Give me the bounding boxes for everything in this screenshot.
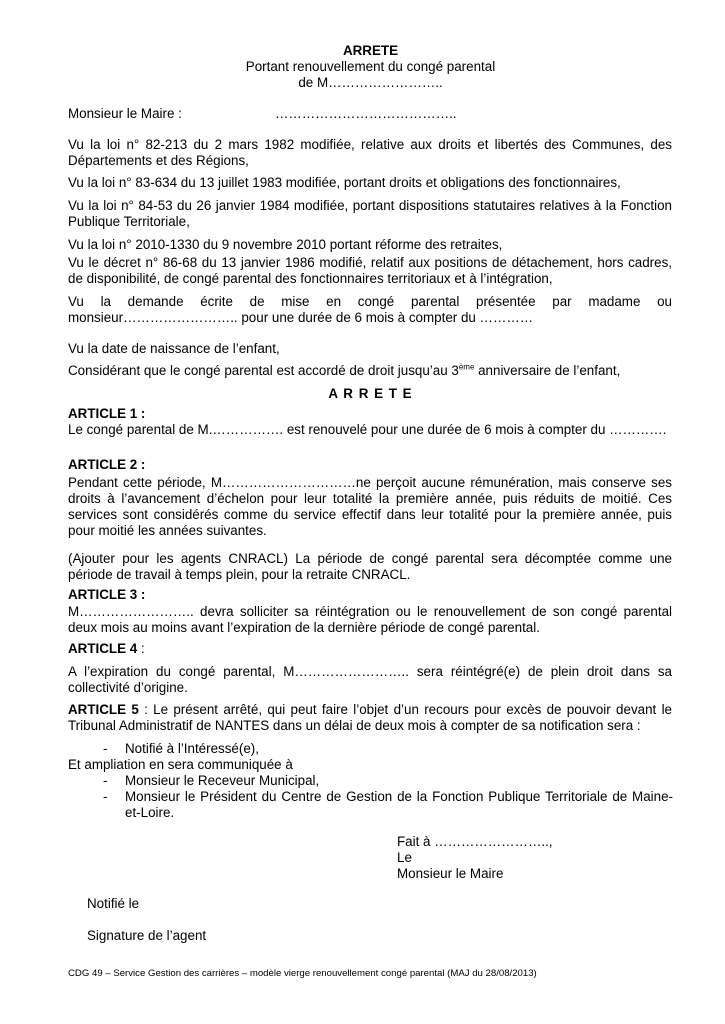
article-4-heading (68, 641, 145, 657)
document-title: ARRETE (342, 43, 399, 58)
article-5-paragraph (68, 702, 672, 734)
ampliation-line: Et ampliation en sera communiquée à (68, 757, 293, 772)
recipient-receveur: Monsieur le Receveur Municipal, (125, 773, 320, 788)
considerant-text-end: anniversaire de l’enfant, (474, 363, 621, 378)
signataire-maire: Monsieur le Maire (397, 866, 504, 881)
date-le: Le (397, 850, 412, 865)
visa-loi-1982: Vu la loi n° 82-213 du 2 mars 1982 modifiée, relative aux droits et libertés des Communes, des Départements et des Régions, (68, 137, 672, 168)
article-5-title: ARTICLE 5 (68, 702, 139, 717)
notifie-le: Notifié le (87, 896, 140, 911)
maire-label: Monsieur le Maire : (68, 106, 182, 121)
considerant-superscript: ème (458, 362, 475, 372)
article-3-text: M…………………….. devra solliciter sa réintégration ou le renouvellement de son congé parental deux mois au moins avant l’expiration de la dernière période de congé parental. (68, 604, 672, 635)
recipient-centre-gestion: Monsieur le Président du Centre de Gestion de la Fonction Publique Territoriale de Maine-et-Loire. (125, 789, 673, 820)
article-2-text: Pendant cette période, M…………………………ne perçoit aucune rémunération, mais conserve ses droits à l’avancement d’échelon pour leur totalité la première année, puis réduits de moitié. Ces services sont considérés comme du service effectif dans leur totalité pour la première année, puis pour moitié les années suivantes. (68, 475, 672, 538)
article-4-title: ARTICLE 4 (68, 641, 138, 656)
visa-loi-1984: Vu la loi n° 84-53 du 26 janvier 1984 modifiée, portant dispositions statutaires relatives à la Fonction Publique Territoriale, (68, 198, 672, 229)
visa-loi-1983: Vu la loi n° 83-634 du 13 juillet 1983 modifiée, portant droits et obligations des fonctionnaires, (68, 175, 621, 190)
article-1-title: ARTICLE 1 : (68, 406, 146, 421)
maire-value: ………………………………….. (275, 106, 457, 121)
arrete-heading: A R R E T E (328, 386, 413, 401)
list-dash: - (103, 789, 108, 804)
article-2-cnracl-note: (Ajouter pour les agents CNRACL) La période de congé parental sera décomptée comme une période de travail à temps plein, pour la retraite CNRACL. (68, 551, 672, 582)
considerant (68, 363, 620, 379)
notifie-interesse: Notifié à l’Intéressé(e), (125, 741, 259, 756)
considerant-text-start: Considérant que le congé parental est accordé de droit jusqu’au 3 (68, 363, 459, 378)
list-dash: - (103, 741, 108, 756)
article-4-colon: : (137, 641, 145, 656)
visa-demande: Vu la demande écrite de mise en congé parental présentée par madame ou monsieur…………………….. pour une durée de 6 mois à compter du ………… (68, 294, 672, 325)
visa-loi-2010: Vu la loi n° 2010-1330 du 9 novembre 2010 portant réforme des retraites, (68, 237, 503, 252)
fait-a: Fait à …………………….., (397, 834, 553, 849)
article-2-title: ARTICLE 2 : (68, 457, 146, 472)
article-4-text: A l’expiration du congé parental, M…………………….. sera réintégré(e) de plein droit dans sa collectivité d’origine. (68, 664, 672, 695)
document-subtitle-name: de M…………………….. (298, 75, 443, 90)
page-footer: CDG 49 – Service Gestion des carrières – modèle vierge renouvellement congé parental (MAJ du 28/08/2013) (68, 968, 537, 979)
article-5-text: : Le présent arrêté, qui peut faire l’objet d’un recours pour excès de pouvoir devant le Tribunal Administratif de NANTES dans un délai de deux mois à compter de sa notification sera : (68, 702, 672, 733)
visa-naissance: Vu la date de naissance de l’enfant, (68, 341, 280, 356)
list-dash: - (103, 773, 108, 788)
visa-decret-1986: Vu le décret n° 86-68 du 13 janvier 1986 modifié, relatif aux positions de détachement, hors cadres, de disponibilité, de congé parental des fonctionnaires territoriaux et à l’intégration, (68, 255, 672, 286)
article-1-text: Le congé parental de M.……………. est renouvelé pour une durée de 6 mois à compter du …………. (68, 422, 667, 437)
article-3-title: ARTICLE 3 : (68, 587, 146, 602)
signature-agent: Signature de l’agent (87, 928, 207, 943)
document-subtitle: Portant renouvellement du congé parental (245, 59, 496, 74)
